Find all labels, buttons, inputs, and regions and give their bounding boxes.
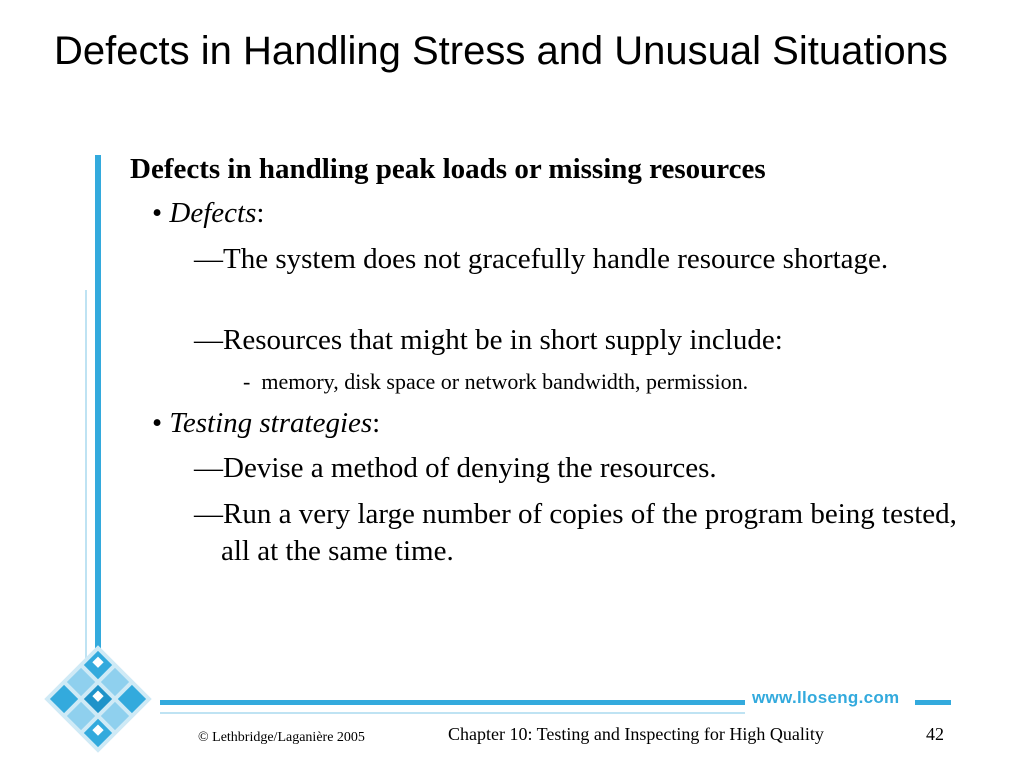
section-heading: Defects in handling peak loads or missing resources	[130, 153, 766, 185]
bullet-marker: •	[152, 197, 170, 229]
sub-list-marker: -	[243, 369, 251, 394]
bullet-defects	[152, 196, 264, 230]
bullet-label: Defects	[169, 197, 257, 229]
list-item: —Resources that might be in short supply include:	[194, 324, 783, 356]
horizontal-accent-bar	[160, 700, 745, 705]
slide-title: Defects in Handling Stress and Unusual Situations	[54, 29, 948, 73]
footer-chapter: Chapter 10: Testing and Inspecting for High Quality	[448, 724, 824, 744]
list-item: —The system does not gracefully handle resource shortage.	[194, 243, 889, 275]
vertical-accent-bar	[95, 155, 101, 690]
bullet-testing-strategies	[152, 406, 380, 440]
bullet-label: Testing strategies	[169, 407, 373, 439]
horizontal-accent-bar-end	[915, 700, 951, 705]
vertical-accent-line	[85, 290, 87, 670]
mosaic-logo-icon	[28, 630, 168, 768]
horizontal-accent-line	[160, 712, 745, 714]
bullet-marker: •	[152, 407, 170, 439]
bullet-suffix: :	[372, 407, 381, 439]
footer-copyright: © Lethbridge/Laganière 2005	[198, 730, 365, 745]
website-logo: www.lloseng.com	[752, 688, 900, 707]
sub-list-text: memory, disk space or network bandwidth, permission.	[261, 369, 749, 394]
sub-list-item	[243, 368, 748, 396]
list-item: —Run a very large number of copies of the program being tested, all at the same time.	[194, 498, 957, 567]
bullet-suffix: :	[256, 197, 265, 229]
page-number: 42	[926, 724, 944, 744]
list-item: —Devise a method of denying the resources.	[194, 452, 717, 484]
